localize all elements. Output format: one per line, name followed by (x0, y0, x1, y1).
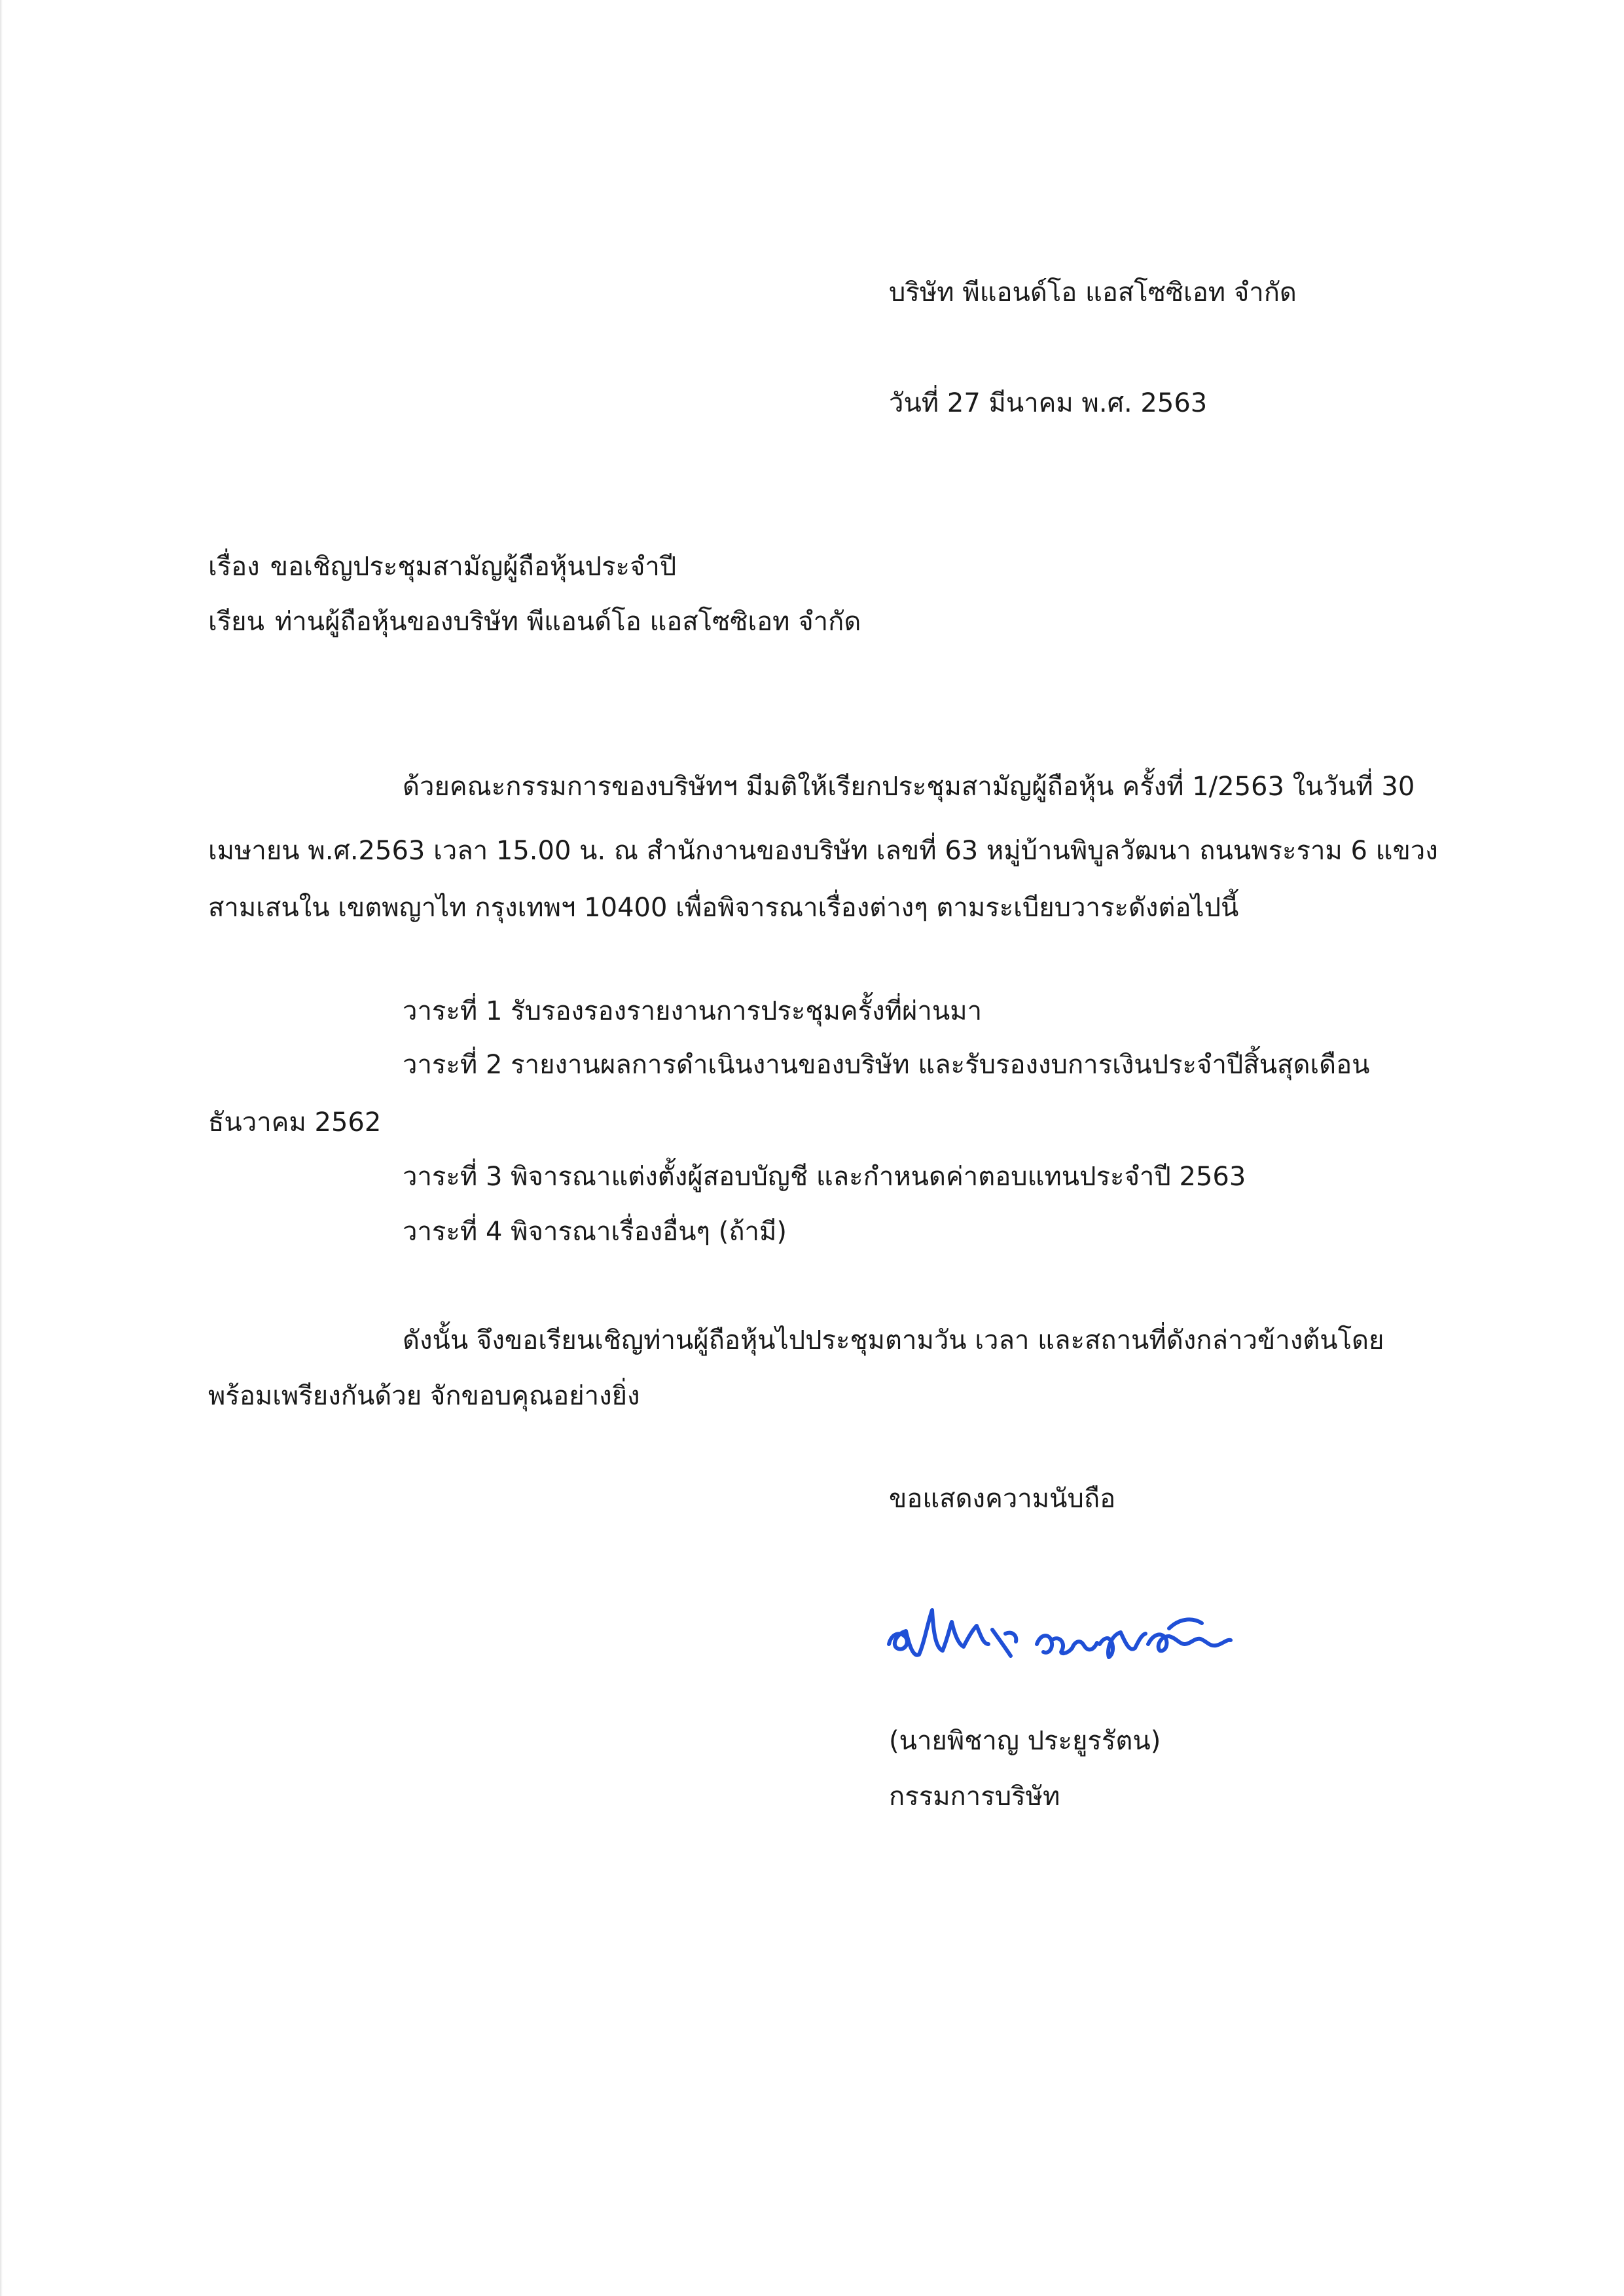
subject-text: ขอเชิญประชุมสามัญผู้ถือหุ้นประจำปี (270, 552, 677, 582)
recipient-label: เรียน (208, 607, 264, 637)
closing-line-2: พร้อมเพรียงกันด้วย จักขอบคุณอย่างยิ่ง (208, 1381, 640, 1411)
recipient-line (208, 589, 861, 655)
intro-line-2: เมษายน พ.ศ.2563 เวลา 15.00 น. ณ สำนักงานของบริษัท เลขที่ 63 หมู่บ้านพิบูลวัฒนา ถนนพระราม 6 แขวง (208, 836, 1438, 866)
subject-label: เรื่อง (208, 552, 260, 582)
handwritten-signature (877, 1571, 1244, 1682)
recipient-text: ท่านผู้ถือหุ้นของบริษัท พีแอนด์โอ แอสโซซิเอท จำกัด (274, 607, 861, 637)
scan-edge (0, 0, 3, 2296)
agenda-item-2: วาระที่ 2 รายงานผลการดำเนินงานของบริษัท และรับรองงบการเงินประจำปีสิ้นสุดเดือน (403, 1050, 1370, 1080)
closing-line-1: ดังนั้น จึงขอเรียนเชิญท่านผู้ถือหุ้นไปประชุมตามวัน เวลา และสถานที่ดังกล่าวข้างต้นโดย (403, 1325, 1384, 1355)
agenda-item-4: วาระที่ 4 พิจารณาเรื่องอื่นๆ (ถ้ามี) (403, 1217, 787, 1247)
letter-date: วันที่ 27 มีนาคม พ.ศ. 2563 (889, 388, 1208, 418)
agenda-item-3: วาระที่ 3 พิจารณาแต่งตั้งผู้สอบบัญชี และกำหนดค่าตอบแทนประจำปี 2563 (403, 1162, 1246, 1192)
intro-line-1: ด้วยคณะกรรมการของบริษัทฯ มีมติให้เรียกประชุมสามัญผู้ถือหุ้น ครั้งที่ 1/2563 ในวันที่ 30 (403, 772, 1415, 802)
intro-line-3: สามเสนใน เขตพญาไท กรุงเทพฯ 10400 เพื่อพิจารณาเรื่องต่างๆ ตามระเบียบวาระดังต่อไปนี้ (208, 893, 1239, 923)
signer-name: (นายพิชาญ ประยูรรัตน) (889, 1726, 1161, 1756)
regards: ขอแสดงความนับถือ (889, 1484, 1116, 1514)
agenda-item-1: วาระที่ 1 รับรองรองรายงานการประชุมครั้งที่ผ่านมา (403, 996, 983, 1026)
company-name: บริษัท พีแอนด์โอ แอสโซซิเอท จำกัด (889, 278, 1297, 308)
signer-title: กรรมการบริษัท (889, 1782, 1060, 1812)
agenda-item-2-continued: ธันวาคม 2562 (208, 1107, 382, 1138)
